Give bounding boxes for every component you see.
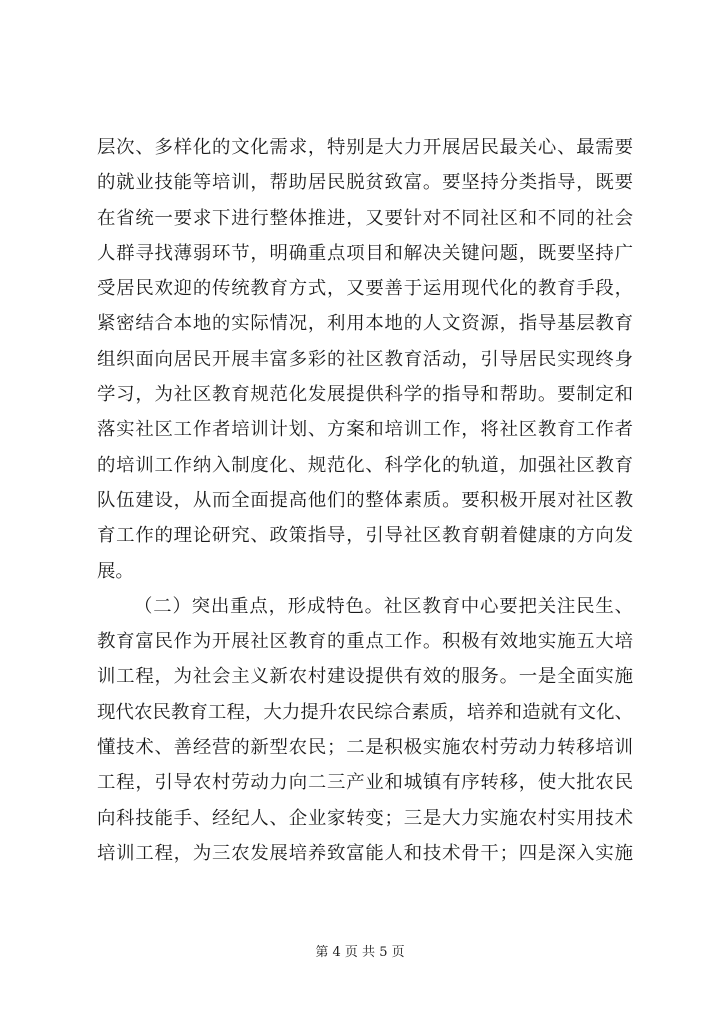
- body-text: [97, 130, 633, 871]
- paragraph-1-line-11: 队伍建设，从而全面提高他们的整体素质。要积极开展对社区教: [97, 489, 633, 511]
- paragraph-1-line-5: 受居民欢迎的传统教育方式，又要善于运用现代化的教育手段，: [97, 278, 633, 300]
- paragraph-2-line-4: 现代农民教育工程，大力提升农民综合素质，培养和造就有文化、: [97, 701, 633, 723]
- paragraph-1-line-6: 紧密结合本地的实际情况，利用本地的人文资源，指导基层教育: [97, 313, 633, 335]
- paragraph-2-line-6: 工程，引导农村劳动力向二三产业和城镇有序转移，使大批农民: [97, 772, 633, 794]
- paragraph-1-line-8: 学习，为社区教育规范化发展提供科学的指导和帮助。要制定和: [97, 384, 633, 406]
- paragraph-1-line-4: 人群寻找薄弱环节，明确重点项目和解决关键问题，既要坚持广: [97, 242, 633, 264]
- paragraph-1-line-13: 展。: [97, 560, 134, 582]
- paragraph-1-line-1: 层次、多样化的文化需求，特别是大力开展居民最关心、最需要: [97, 137, 633, 158]
- paragraph-2-line-1: （二）突出重点，形成特色。社区教育中心要把关注民生、: [134, 595, 633, 617]
- paragraph-1-line-2: 的就业技能等培训，帮助居民脱贫致富。要坚持分类指导，既要: [97, 172, 633, 194]
- paragraph-1-line-3: 在省统一要求下进行整体推进，又要针对不同社区和不同的社会: [97, 207, 633, 229]
- paragraph-2-line-5: 懂技术、善经营的新型农民；二是积极实施农村劳动力转移培训: [97, 737, 633, 759]
- paragraph-2-line-7: 向科技能手、经纪人、企业家转变；三是大力实施农村实用技术: [97, 807, 633, 829]
- paragraph-2-line-3: 训工程，为社会主义新农村建设提供有效的服务。一是全面实施: [97, 666, 633, 688]
- paragraph-2-line-8: 培训工程，为三农发展培养致富能人和技术骨干；四是深入实施: [97, 842, 633, 864]
- paragraph-1-line-10: 的培训工作纳入制度化、规范化、科学化的轨道，加强社区教育: [97, 454, 633, 476]
- paragraph-1-line-9: 落实社区工作者培训计划、方案和培训工作，将社区教育工作者: [97, 419, 633, 441]
- paragraph-1-line-12: 育工作的理论研究、政策指导，引导社区教育朝着健康的方向发: [97, 525, 633, 547]
- paragraph-1-line-7: 组织面向居民开展丰富多彩的社区教育活动，引导居民实现终身: [97, 348, 633, 370]
- paragraph-2-line-2: 教育富民作为开展社区教育的重点工作。积极有效地实施五大培: [97, 631, 633, 653]
- page-number-footer: 第 4 页 共 5 页: [315, 945, 405, 960]
